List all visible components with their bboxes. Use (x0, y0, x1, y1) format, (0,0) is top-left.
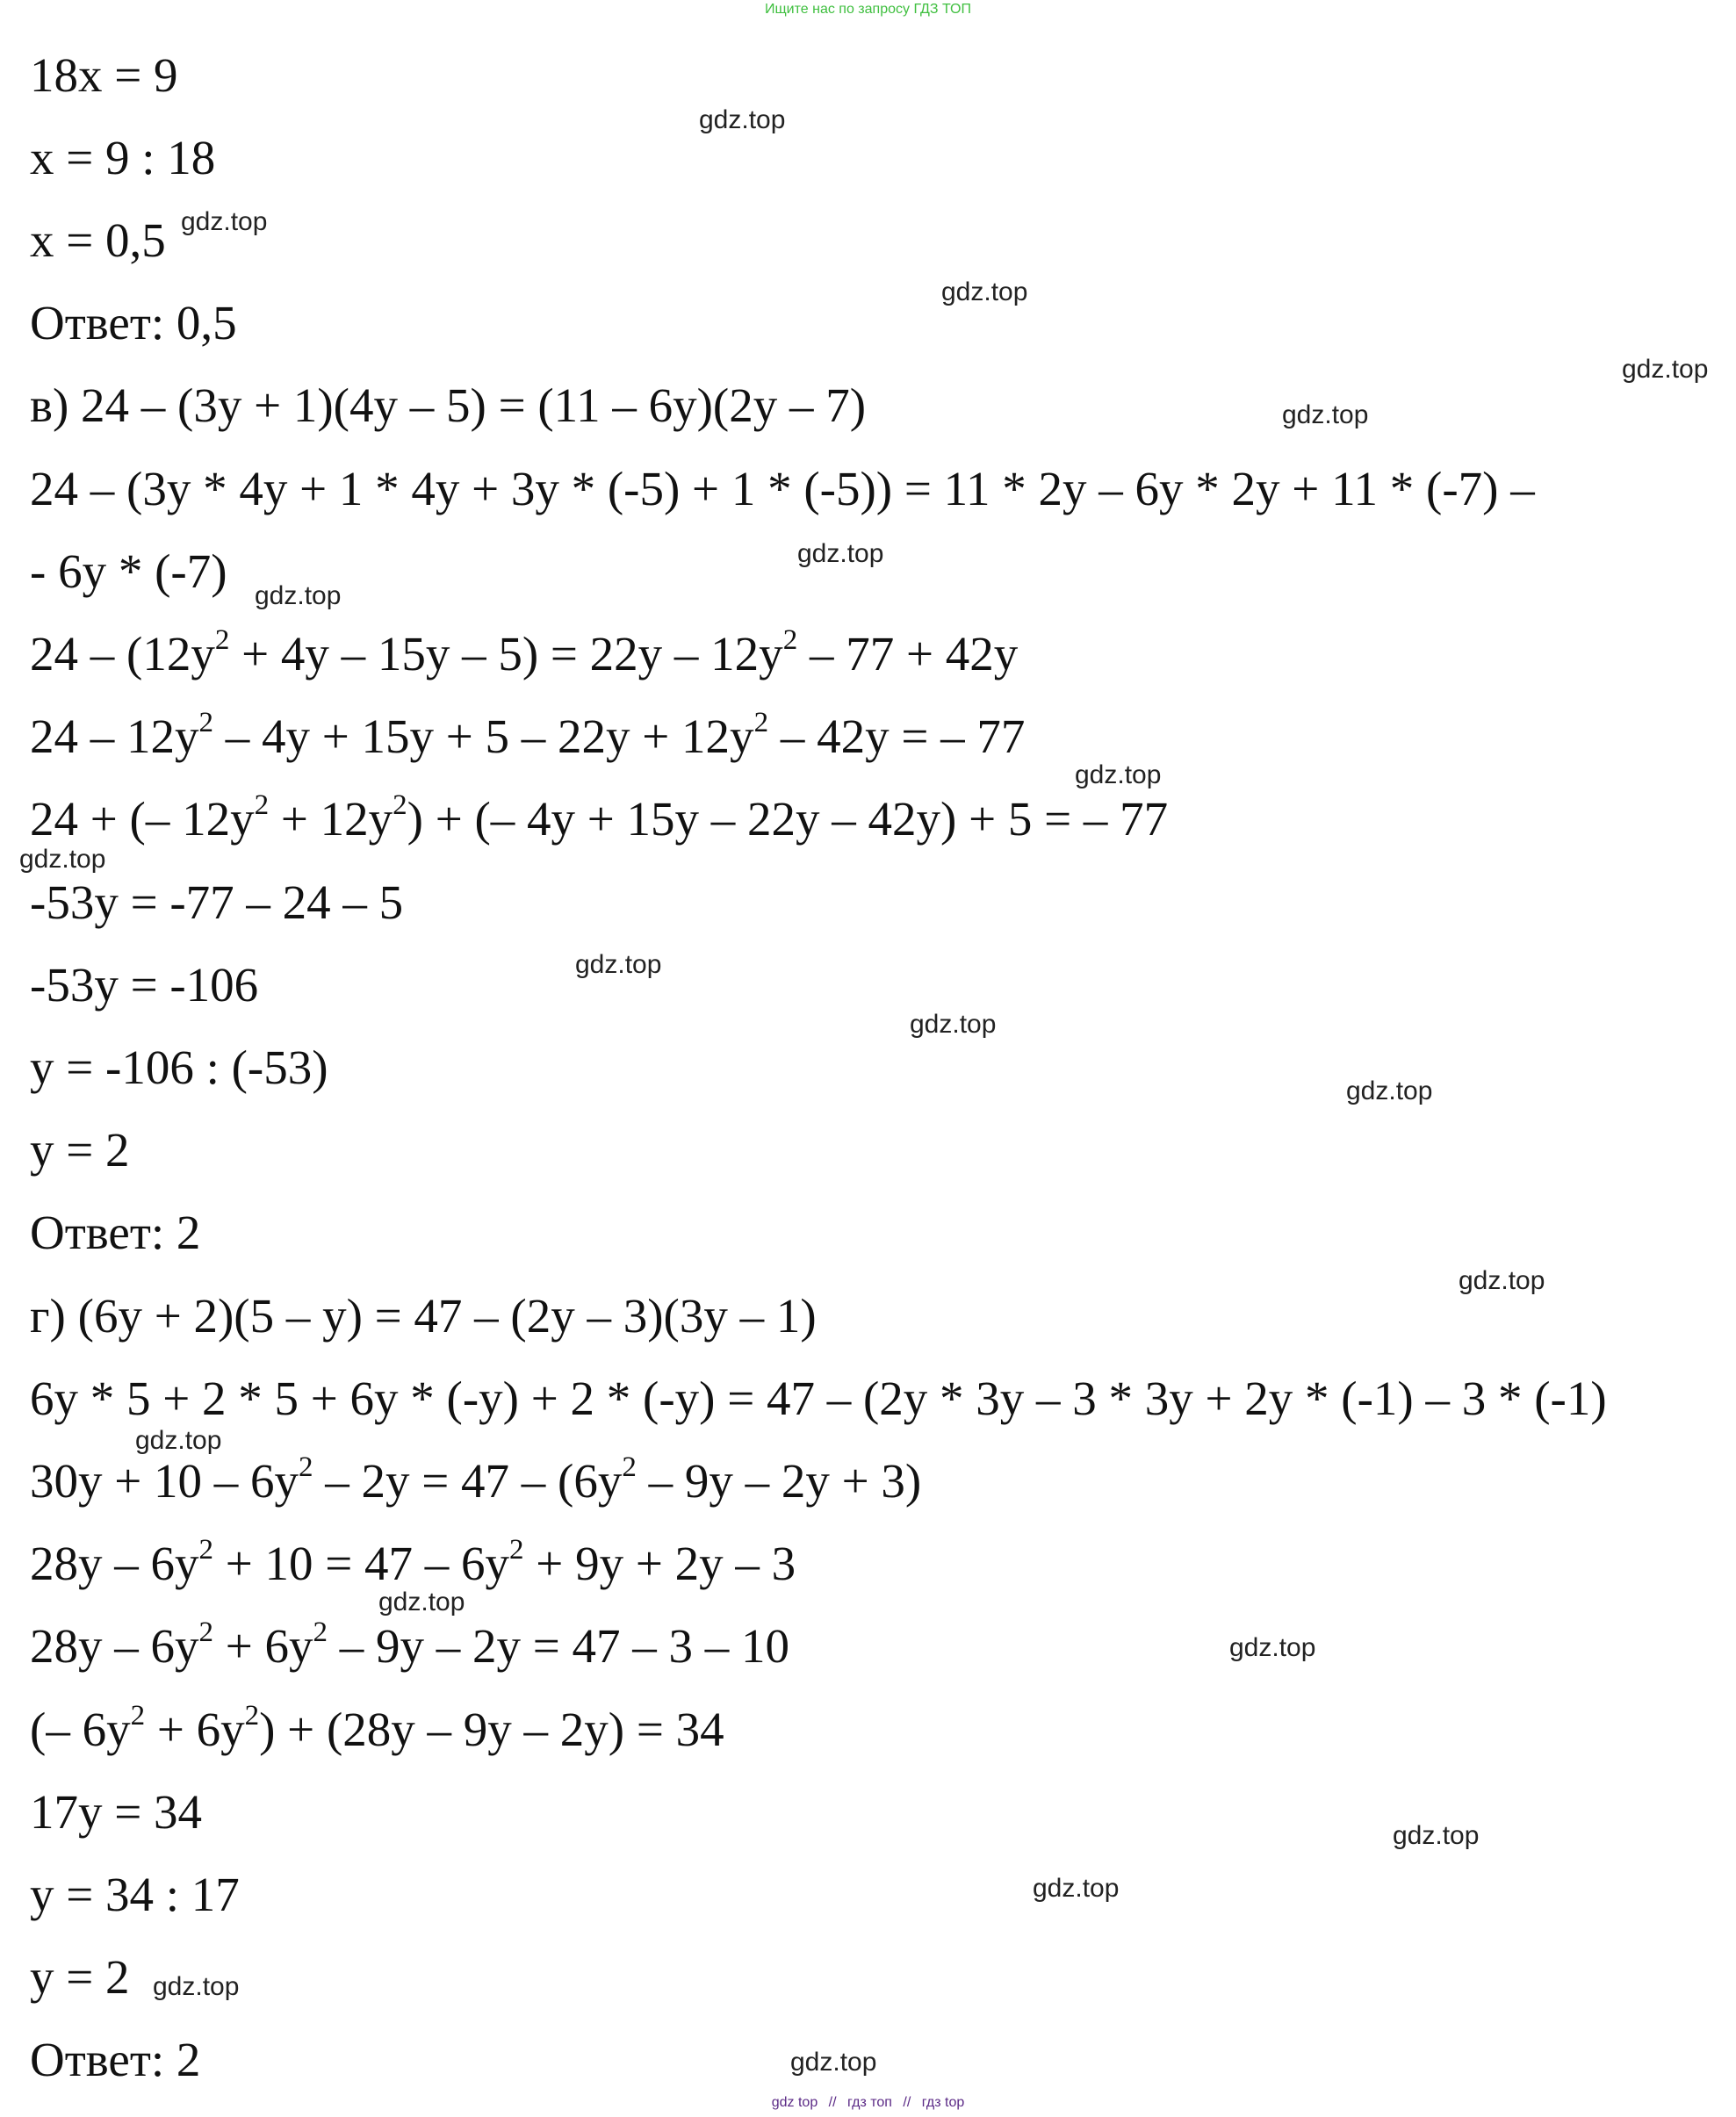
expr-part: – 4y + 15y + 5 – 22y + 12y (213, 709, 754, 763)
footer-link-gdz-top[interactable]: gdz top (771, 2095, 818, 2110)
watermark: gdz.top (1459, 1266, 1545, 1295)
watermark: gdz.top (1075, 760, 1162, 789)
watermark: gdz.top (797, 539, 884, 568)
watermark: gdz.top (135, 1426, 222, 1455)
solution-line: y = 2 (30, 1950, 130, 2004)
exponent: 2 (198, 1617, 213, 1648)
exponent: 2 (622, 1451, 637, 1483)
solution-line: в) 24 – (3y + 1)(4y – 5) = (11 – 6y)(2y – 7) (30, 378, 867, 432)
expr-part: + 6y (145, 1703, 245, 1756)
expr-part: – 9y – 2y = 47 – 3 – 10 (328, 1619, 790, 1673)
expr-part: + 9y + 2y – 3 (523, 1537, 796, 1590)
expr-part: ) + (– 4y + 15y – 22y – 42y) + 5 = – 77 (407, 792, 1169, 846)
exponent: 2 (782, 624, 798, 656)
solution-line: x = 0,5 (30, 213, 166, 267)
watermark: gdz.top (378, 1588, 465, 1617)
exponent: 2 (509, 1534, 524, 1566)
watermark: gdz.top (910, 1010, 997, 1039)
expr-part: + 4y – 15y – 5) = 22y – 12y (229, 627, 783, 680)
footer (0, 2095, 1736, 2111)
header-note: Ищите нас по запросу ГДЗ ТОП (765, 2, 971, 17)
solution-line (30, 709, 1025, 765)
exponent: 2 (198, 1534, 213, 1566)
solution-line (30, 626, 1018, 682)
watermark: gdz.top (1282, 400, 1369, 429)
solution-line (30, 1618, 789, 1674)
exponent: 2 (753, 707, 769, 738)
expr-part: ) + (28y – 9y – 2y) = 34 (259, 1703, 724, 1756)
exponent: 2 (244, 1700, 260, 1732)
expr-part: 28y – 6y (30, 1619, 199, 1673)
solution-line: 6y * 5 + 2 * 5 + 6y * (-y) + 2 * (-y) = 47 – (2y * 3y – 3 * 3y + 2y * (-1) – 3 * (-1) (30, 1372, 1607, 1425)
solution-line: x = 9 : 18 (30, 131, 216, 184)
expr-part: + 6y (213, 1619, 313, 1673)
solution-line (30, 1536, 796, 1592)
solution-line: -53y = -106 (30, 958, 259, 1012)
solution-line (30, 1453, 921, 1509)
expr-part: – 2y = 47 – (6y (313, 1454, 623, 1508)
solution-line (30, 791, 1168, 847)
solution-line: 24 – (3y * 4y + 1 * 4y + 3y * (-5) + 1 * (-5)) = 11 * 2y – 6y * 2y + 11 * (-7) – (30, 462, 1535, 515)
exponent: 2 (198, 707, 213, 738)
solution-line: 18x = 9 (30, 48, 178, 102)
exponent: 2 (130, 1700, 146, 1732)
expr-part: 24 – (12y (30, 627, 215, 680)
solution-line: Ответ: 2 (30, 2033, 201, 2086)
solution-line: Ответ: 2 (30, 1206, 201, 1259)
solution-line: y = 2 (30, 1123, 130, 1177)
watermark: gdz.top (790, 2048, 877, 2077)
solution-line: - 6y * (-7) (30, 544, 227, 598)
watermark: gdz.top (941, 277, 1028, 306)
solution-line: Ответ: 0,5 (30, 296, 237, 349)
watermark: gdz.top (255, 581, 342, 610)
expr-part: + 12y (269, 792, 393, 846)
expr-part: 28y – 6y (30, 1537, 199, 1590)
watermark: gdz.top (1346, 1077, 1433, 1105)
watermark: gdz.top (19, 845, 106, 874)
expr-part: – 42y = – 77 (768, 709, 1026, 763)
footer-separator: // (828, 2095, 837, 2110)
expr-part: 24 + (– 12y (30, 792, 255, 846)
watermark: gdz.top (181, 207, 268, 236)
watermark: gdz.top (1393, 1821, 1480, 1850)
expr-part: (– 6y (30, 1703, 131, 1756)
expr-part: 30y + 10 – 6y (30, 1454, 299, 1508)
solution-line: 17y = 34 (30, 1785, 203, 1839)
watermark: gdz.top (153, 1972, 240, 2001)
expr-part: 24 – 12y (30, 709, 199, 763)
footer-separator: // (903, 2095, 911, 2110)
exponent: 2 (254, 789, 270, 821)
solution-line: -53y = -77 – 24 – 5 (30, 875, 404, 929)
solution-line: y = 34 : 17 (30, 1868, 240, 1921)
expr-part: + 10 = 47 – 6y (213, 1537, 510, 1590)
watermark: gdz.top (1033, 1874, 1120, 1903)
watermark: gdz.top (699, 105, 786, 134)
solution-line: y = -106 : (-53) (30, 1040, 328, 1094)
watermark: gdz.top (575, 950, 662, 979)
solution-line: г) (6y + 2)(5 – y) = 47 – (2y – 3)(3y – 1) (30, 1289, 817, 1343)
footer-link-gdz-top-ru[interactable]: гдз топ (847, 2095, 892, 2110)
footer-link-gdz-top-mixed[interactable]: гдз top (921, 2095, 965, 2110)
solution-line (30, 1702, 724, 1758)
exponent: 2 (299, 1451, 313, 1483)
exponent: 2 (313, 1617, 328, 1648)
expr-part: – 9y – 2y + 3) (636, 1454, 922, 1508)
watermark: gdz.top (1622, 355, 1709, 384)
exponent: 2 (214, 624, 230, 656)
watermark: gdz.top (1229, 1633, 1316, 1662)
expr-part: – 77 + 42y (797, 627, 1019, 680)
exponent: 2 (393, 789, 407, 821)
